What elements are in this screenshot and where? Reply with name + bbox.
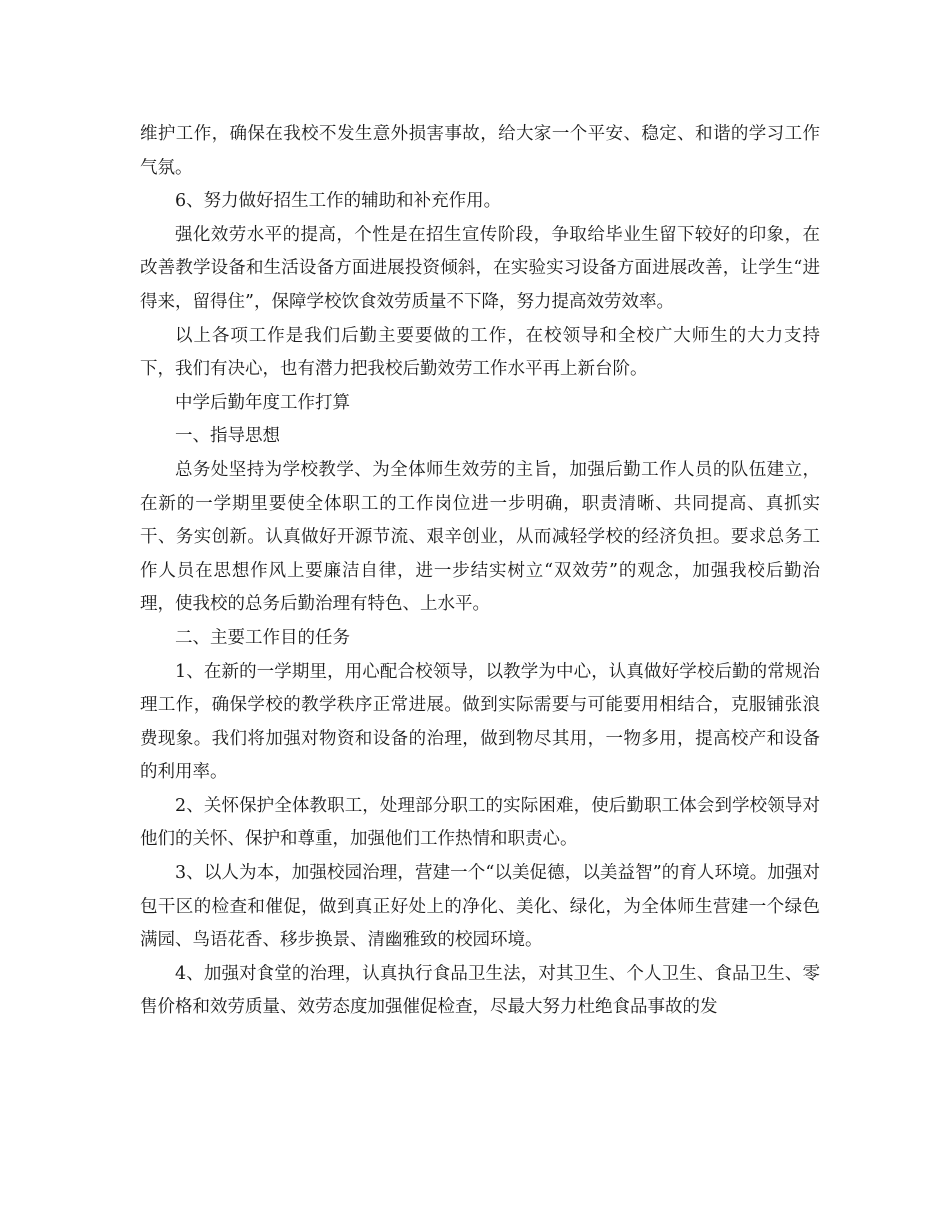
paragraph: 3、以人为本，加强校园治理，营建一个“以美促德，以美益智”的育人环境。加强对包干区的检查和催促，做到真正好处上的净化、美化、绿化，为全体师生营建一个绿色满园、鸟语花香、移步换景、清幽雅致的校园环境。 bbox=[140, 863, 820, 951]
paragraph: 总务处坚持为学校教学、为全体师生效劳的主旨，加强后勤工作人员的队伍建立，在新的一学期里要使全体职工的工作岗位进一步明确，职责清晰、共同提高、真抓实干、务实创新。认真做好开源节流、艰辛创业，从而减轻学校的经济负担。要求总务工作人员在思想作风上要廉洁自律，进一步结实树立“双效劳”的观念，加强我校后勤治理，使我校的总务后勤治理有特色、上水平。 bbox=[140, 459, 820, 615]
paragraph: 4、加强对食堂的治理，认真执行食品卫生法，对其卫生、个人卫生、食品卫生、零售价格和效劳质量、效劳态度加强催促检查，尽最大努力杜绝食品事故的发 bbox=[140, 963, 820, 1018]
paragraph: 维护工作，确保在我校不发生意外损害事故，给大家一个平安、稳定、和谐的学习工作气氛。 bbox=[140, 124, 820, 178]
paragraph: 1、在新的一学期里，用心配合校领导，以教学为中心，认真做好学校后勤的常规治理工作，确保学校的教学秩序正常进展。做到实际需要与可能要用相结合，克服铺张浪费现象。我们将加强对物资和设备的治理，做到物尽其用，一物多用，提高校产和设备的利用率。 bbox=[140, 661, 820, 783]
paragraph: 2、关怀保护全体教职工，处理部分职工的实际困难，使后勤职工体会到学校领导对他们的关怀、保护和尊重，加强他们工作热情和职责心。 bbox=[140, 795, 820, 850]
section-heading: 一、指导思想 bbox=[175, 426, 280, 447]
paragraph: 6、努力做好招生工作的辅助和补充作用。 bbox=[175, 191, 502, 212]
section-title: 中学后勤年度工作打算 bbox=[175, 392, 350, 413]
paragraph: 以上各项工作是我们后勤主要要做的工作，在校领导和全校广大师生的大力支持下，我们有决心，也有潜力把我校后勤效劳工作水平再上新台阶。 bbox=[140, 325, 820, 380]
document-body bbox=[140, 118, 820, 1025]
section-heading: 二、主要工作目的任务 bbox=[175, 627, 350, 648]
paragraph: 强化效劳水平的提高，个性是在招生宣传阶段，争取给毕业生留下较好的印象，在改善教学设备和生活设备方面进展投资倾斜，在实验实习设备方面进展改善，让学生“进得来，留得住”，保障学校饮食效劳质量不下降，努力提高效劳效率。 bbox=[140, 224, 820, 312]
